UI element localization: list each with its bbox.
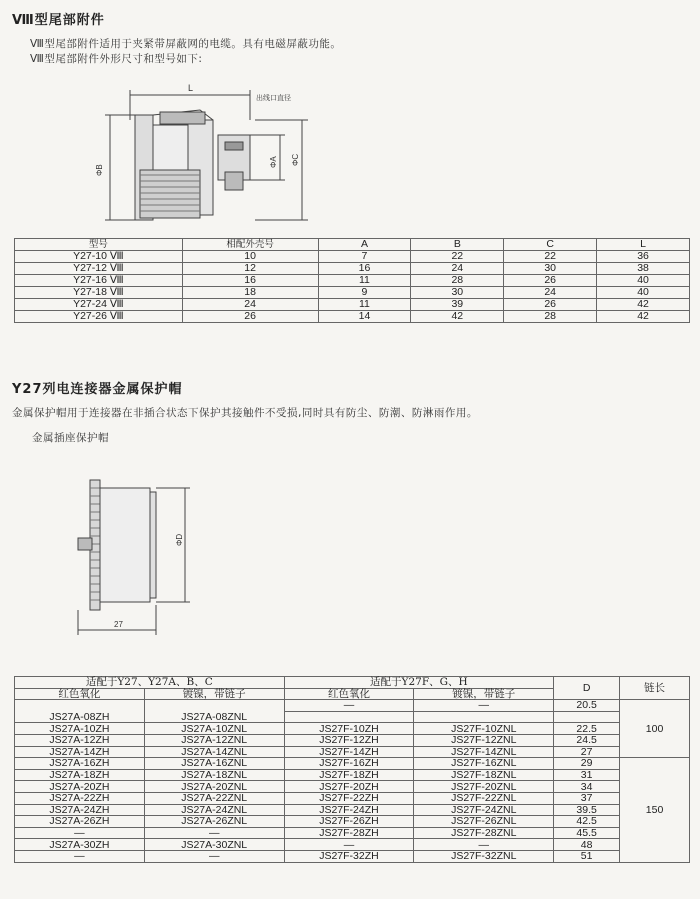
cell: JS27A-16ZNL <box>144 758 284 770</box>
cell: JS27A-30ZNL <box>144 839 284 851</box>
section1-desc-line2: Ⅷ型尾部附件外形尺寸和型号如下: <box>30 53 203 65</box>
cell: JS27F-24ZNL <box>414 804 554 816</box>
cell: JS27A-10ZH <box>15 723 145 735</box>
cell: Y27-12 Ⅷ <box>15 263 183 275</box>
sub-nickel-chain-a: 镀镍，带链子 <box>144 688 284 700</box>
table-row <box>15 723 690 735</box>
label-27: 27 <box>114 620 123 629</box>
table-row <box>15 711 690 723</box>
table-row <box>15 287 690 299</box>
cell: JS27F-22ZNL <box>414 792 554 804</box>
section2-title: Y27列电连接器金属保护帽 <box>12 382 183 397</box>
cell: 24 <box>182 299 318 311</box>
cell: Y27-26 Ⅷ <box>15 311 183 323</box>
protective-cap-drawing <box>70 470 200 640</box>
cell: 9 <box>318 287 411 299</box>
cell: — <box>284 700 414 712</box>
cell: — <box>414 700 554 712</box>
cell: 20.5 <box>554 700 620 712</box>
table-group-header-row <box>15 677 690 689</box>
cell: JS27A-12ZNL <box>144 734 284 746</box>
cell <box>554 711 620 723</box>
cell: JS27A-24ZH <box>15 804 145 816</box>
cell: 22 <box>411 251 504 263</box>
cell: JS27A-22ZNL <box>144 792 284 804</box>
cell: JS27A-16ZH <box>15 758 145 770</box>
cell: JS27F-10ZH <box>284 723 414 735</box>
label-phi-B: ΦB <box>95 164 104 176</box>
col-shell: 相配外壳号 <box>182 239 318 251</box>
cell <box>414 711 554 723</box>
cell: Y27-10 Ⅷ <box>15 251 183 263</box>
cell: JS27F-12ZNL <box>414 734 554 746</box>
cell: 36 <box>597 251 690 263</box>
cell: JS27A-30ZH <box>15 839 145 851</box>
table-row <box>15 299 690 311</box>
cell: 31 <box>554 769 620 781</box>
table-header-row <box>15 239 690 251</box>
table-row <box>15 850 690 862</box>
cell: JS27A-08ZNL <box>144 711 284 723</box>
cell: JS27A-08ZH <box>15 711 145 723</box>
cell: 22 <box>504 251 597 263</box>
cell: JS27F-14ZNL <box>414 746 554 758</box>
cell: 28 <box>504 311 597 323</box>
table-row <box>15 251 690 263</box>
cell: — <box>15 850 145 862</box>
cell: 40 <box>597 287 690 299</box>
protective-cap-table <box>14 676 690 863</box>
cell: 42 <box>597 299 690 311</box>
label-L: L <box>188 83 194 93</box>
cell: JS27F-18ZH <box>284 769 414 781</box>
cell: 11 <box>318 299 411 311</box>
col-C: C <box>504 239 597 251</box>
table-row <box>15 804 690 816</box>
cell: Y27-16 Ⅷ <box>15 275 183 287</box>
cell: JS27F-26ZNL <box>414 816 554 828</box>
table-row <box>15 758 690 770</box>
table-row <box>15 827 690 839</box>
table-row <box>15 734 690 746</box>
cell: — <box>284 839 414 851</box>
cell: 42.5 <box>554 816 620 828</box>
cell: — <box>144 850 284 862</box>
cell: JS27A-22ZH <box>15 792 145 804</box>
sub-nickel-chain-f: 镀镍，带链子 <box>414 688 554 700</box>
cell: 11 <box>318 275 411 287</box>
table-row <box>15 781 690 793</box>
label-outlet-diameter: 出线口直径 <box>256 94 291 102</box>
cell: JS27F-12ZH <box>284 734 414 746</box>
cell: 29 <box>554 758 620 770</box>
cell: 12 <box>182 263 318 275</box>
col-model: 型号 <box>15 239 183 251</box>
col-D: D <box>554 677 620 700</box>
cell: 40 <box>597 275 690 287</box>
cell: Y27-24 Ⅷ <box>15 299 183 311</box>
cell: JS27F-10ZNL <box>414 723 554 735</box>
section2-subtitle: 金属插座保护帽 <box>32 432 109 444</box>
table-row <box>15 792 690 804</box>
cell <box>15 700 145 712</box>
table-row <box>15 769 690 781</box>
cell: JS27A-10ZNL <box>144 723 284 735</box>
cell: 51 <box>554 850 620 862</box>
cell: 16 <box>182 275 318 287</box>
cell <box>284 711 414 723</box>
cell: — <box>414 839 554 851</box>
cell: JS27F-32ZH <box>284 850 414 862</box>
cell: JS27F-14ZH <box>284 746 414 758</box>
table-row <box>15 263 690 275</box>
sub-red-oxide-f: 红色氧化 <box>284 688 414 700</box>
cell: JS27F-16ZH <box>284 758 414 770</box>
cell: 39.5 <box>554 804 620 816</box>
table-row <box>15 275 690 287</box>
cell: JS27F-24ZH <box>284 804 414 816</box>
cell: — <box>15 827 145 839</box>
cell: Y27-18 Ⅷ <box>15 287 183 299</box>
cell: JS27F-26ZH <box>284 816 414 828</box>
label-phi-D: ΦD <box>175 533 184 546</box>
cell: 24.5 <box>554 734 620 746</box>
cell: 26 <box>504 299 597 311</box>
cell: 26 <box>504 275 597 287</box>
sub-red-oxide-a: 红色氧化 <box>15 688 145 700</box>
cell <box>144 700 284 712</box>
cell: — <box>144 827 284 839</box>
cell: 28 <box>411 275 504 287</box>
cell: JS27A-26ZH <box>15 816 145 828</box>
cell: 39 <box>411 299 504 311</box>
cell: 42 <box>411 311 504 323</box>
cell: JS27F-28ZH <box>284 827 414 839</box>
cell: 30 <box>504 263 597 275</box>
cell: JS27A-26ZNL <box>144 816 284 828</box>
cell: JS27F-28ZNL <box>414 827 554 839</box>
label-phi-A: ΦA <box>269 156 278 168</box>
cell: JS27F-20ZH <box>284 781 414 793</box>
cell: JS27F-16ZNL <box>414 758 554 770</box>
cell: 16 <box>318 263 411 275</box>
cell: 48 <box>554 839 620 851</box>
table-row <box>15 816 690 828</box>
section1-title: Ⅷ型尾部附件 <box>12 13 105 28</box>
cell: JS27A-18ZNL <box>144 769 284 781</box>
cell: 26 <box>182 311 318 323</box>
cell: JS27F-22ZH <box>284 792 414 804</box>
table-row <box>15 311 690 323</box>
chain-150: 150 <box>620 758 690 862</box>
cell: JS27F-18ZNL <box>414 769 554 781</box>
cell: 38 <box>597 263 690 275</box>
col-chain-length: 链长 <box>620 677 690 700</box>
cell: 30 <box>411 287 504 299</box>
cell: 10 <box>182 251 318 263</box>
label-phi-C: ΦC <box>291 153 300 166</box>
cell: JS27A-18ZH <box>15 769 145 781</box>
cell: 22.5 <box>554 723 620 735</box>
col-B: B <box>411 239 504 251</box>
group-header-y27f: 适配于Y27F、G、H <box>284 677 554 689</box>
cell: JS27A-14ZNL <box>144 746 284 758</box>
table-row <box>15 839 690 851</box>
cell: 14 <box>318 311 411 323</box>
cell: 7 <box>318 251 411 263</box>
tail-accessory-drawing <box>90 80 320 230</box>
cell: JS27A-12ZH <box>15 734 145 746</box>
group-header-y27a: 适配于Y27、Y27A、B、C <box>15 677 285 689</box>
cell: 37 <box>554 792 620 804</box>
cell: JS27A-20ZNL <box>144 781 284 793</box>
chain-100: 100 <box>620 700 690 758</box>
cell: JS27A-20ZH <box>15 781 145 793</box>
cell: JS27F-32ZNL <box>414 850 554 862</box>
section2-desc: 金属保护帽用于连接器在非插合状态下保护其接触件不受损,同时具有防尘、防潮、防淋雨作用。 <box>12 407 478 419</box>
cell: 27 <box>554 746 620 758</box>
tail-accessory-table <box>14 238 690 323</box>
cell: 42 <box>597 311 690 323</box>
cell: JS27A-14ZH <box>15 746 145 758</box>
cell: 18 <box>182 287 318 299</box>
col-L: L <box>597 239 690 251</box>
cell: 24 <box>411 263 504 275</box>
table-row <box>15 700 690 712</box>
section1-desc-line1: Ⅷ型尾部附件适用于夹紧带屏蔽网的电缆。具有电磁屏蔽功能。 <box>30 38 342 50</box>
cell: 24 <box>504 287 597 299</box>
cell: 45.5 <box>554 827 620 839</box>
cell: 34 <box>554 781 620 793</box>
col-A: A <box>318 239 411 251</box>
table-row <box>15 746 690 758</box>
cell: JS27A-24ZNL <box>144 804 284 816</box>
cell: JS27F-20ZNL <box>414 781 554 793</box>
